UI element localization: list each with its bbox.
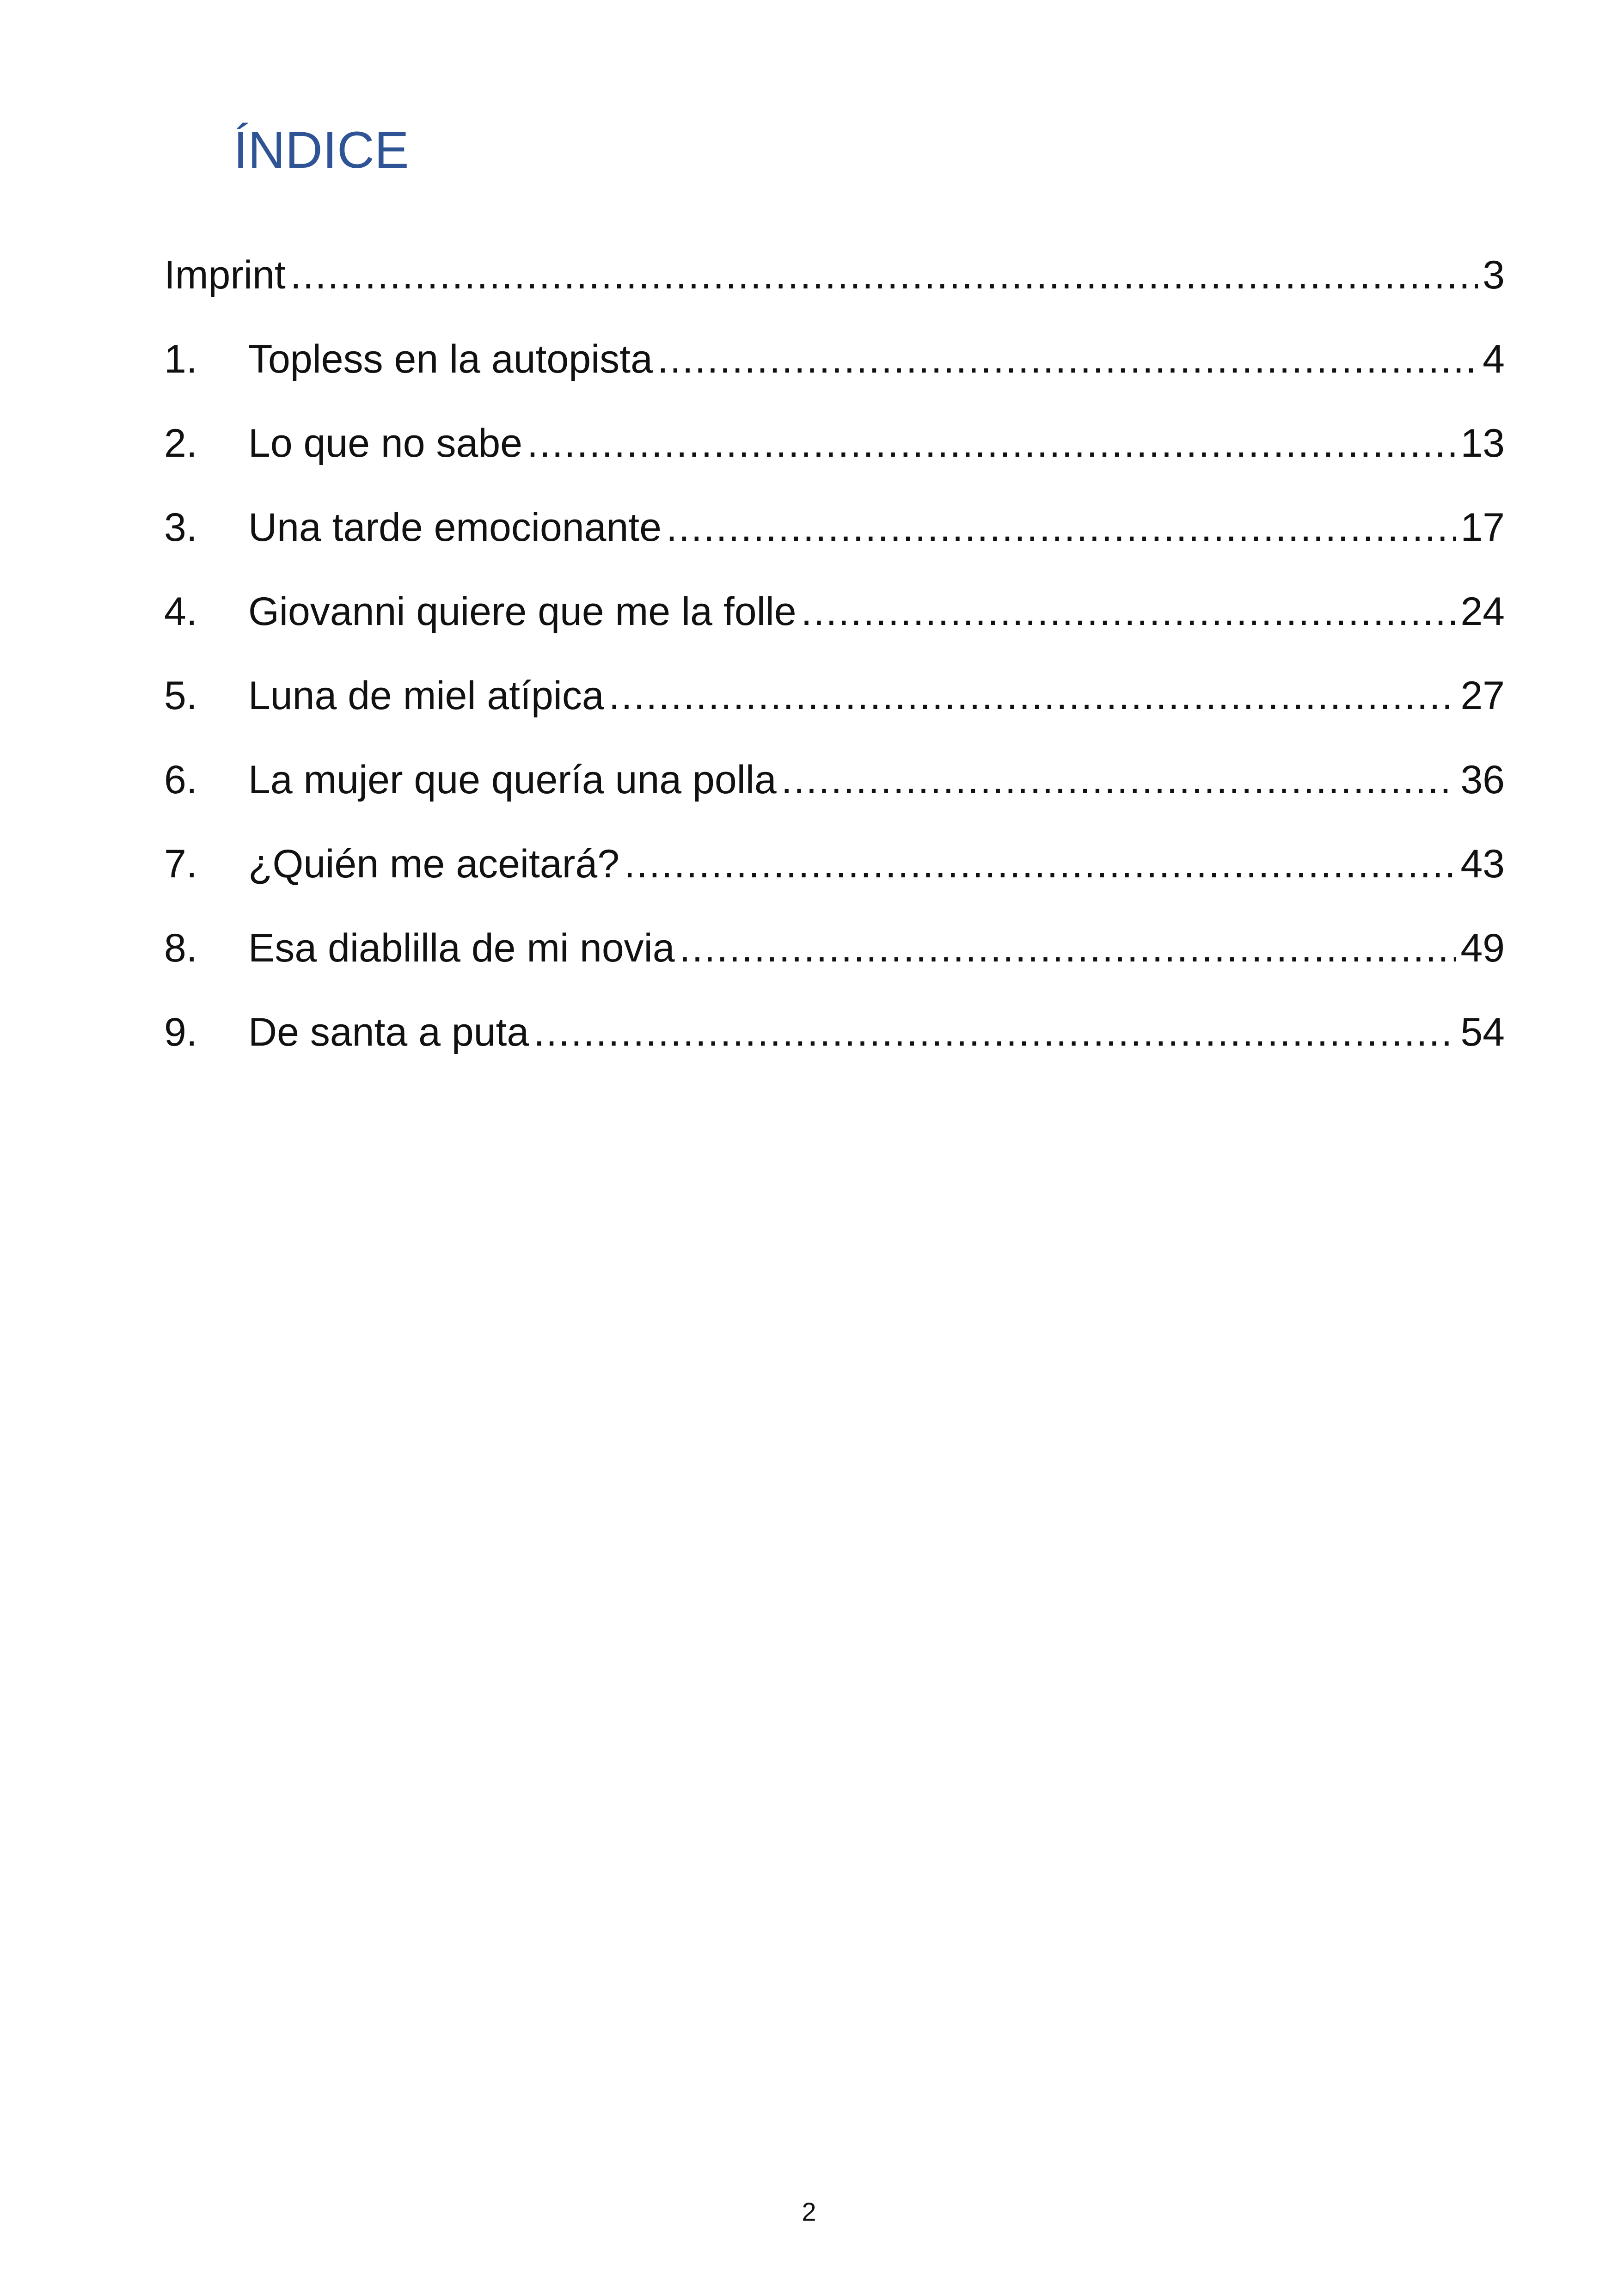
toc-entry-chapter-7[interactable] [164,829,1505,913]
toc-title: ÍNDICE [233,121,409,179]
dot-leader [527,409,1456,478]
toc-entry-page: 24 [1460,589,1505,634]
toc-entry-chapter-3[interactable] [164,493,1505,577]
dot-leader [624,829,1456,899]
dot-leader [609,661,1456,730]
toc-entry-chapter-6[interactable] [164,745,1505,829]
toc-entry-page: 49 [1460,926,1505,970]
toc-entry-label: Esa diablilla de mi novia [248,926,675,970]
dot-leader [781,745,1456,814]
toc-entry-number: 1. [164,337,197,381]
table-of-contents [164,240,1505,1082]
toc-entry-page: 3 [1483,253,1505,297]
toc-entry-label: Giovanni quiere que me la folle [248,589,797,634]
toc-entry-chapter-8[interactable] [164,913,1505,998]
toc-entry-page: 43 [1460,842,1505,886]
dot-leader [533,998,1456,1067]
toc-entry-label: Una tarde emocionante [248,505,662,550]
toc-entry-number: 6. [164,758,197,802]
toc-entry-page: 54 [1460,1010,1505,1054]
toc-entry-chapter-2[interactable] [164,409,1505,493]
dot-leader [657,325,1478,394]
toc-entry-chapter-1[interactable] [164,325,1505,409]
dot-leader [290,240,1478,310]
toc-entry-chapter-9[interactable] [164,998,1505,1082]
toc-entry-page: 36 [1460,758,1505,802]
toc-entry-number: 4. [164,589,197,634]
toc-entry-label: Luna de miel atípica [248,673,604,718]
page-number: 2 [802,2197,816,2226]
toc-entry-label: Imprint [164,253,286,297]
dot-leader [801,577,1456,646]
toc-entry-number: 8. [164,926,197,970]
toc-entry-label: Topless en la autopista [248,337,653,381]
toc-entry-page: 27 [1460,673,1505,718]
toc-entry-chapter-5[interactable] [164,661,1505,745]
toc-entry-label: De santa a puta [248,1010,529,1054]
toc-entry-number: 7. [164,842,197,886]
toc-entry-number: 3. [164,505,197,550]
toc-entry-label: ¿Quién me aceitará? [248,842,620,886]
dot-leader [666,493,1456,562]
toc-entry-number: 2. [164,421,197,465]
toc-entry-page: 4 [1483,337,1505,381]
toc-entry-page: 13 [1460,421,1505,465]
toc-entry-label: La mujer que quería una polla [248,758,777,802]
toc-entry-number: 5. [164,673,197,718]
toc-entry-number: 9. [164,1010,197,1054]
toc-entry-imprint[interactable] [164,240,1505,325]
toc-entry-label: Lo que no sabe [248,421,522,465]
toc-entry-chapter-4[interactable] [164,577,1505,661]
toc-entry-page: 17 [1460,505,1505,550]
dot-leader [680,913,1456,983]
